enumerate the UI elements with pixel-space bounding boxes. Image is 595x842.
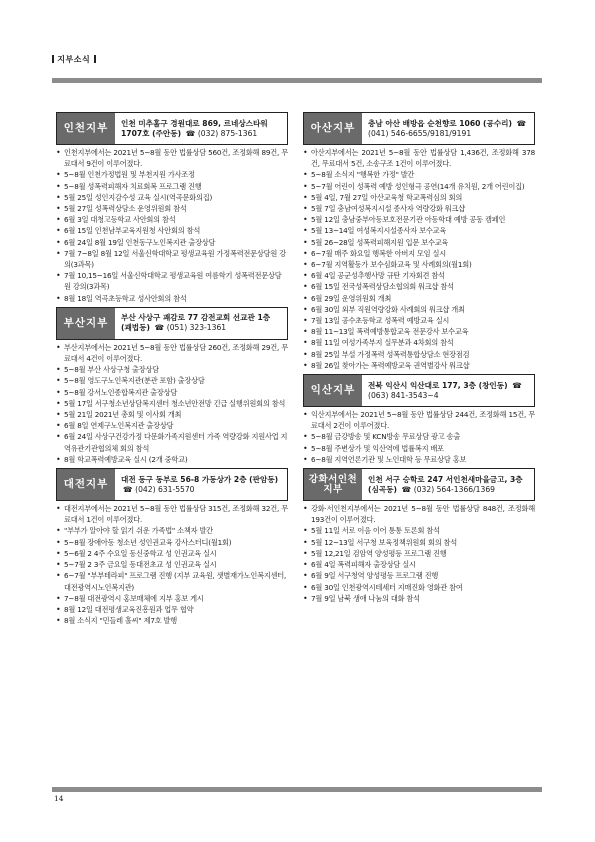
list-item: • 6월 24일 8월 19일 인천동구노인복지관 출장상담 xyxy=(56,237,288,248)
phone-icon: ☎ xyxy=(154,323,165,333)
list-item: • 5~8월 소식지 "행복한 가정" 발간 xyxy=(303,169,535,180)
section-title: 지부소식 xyxy=(57,55,91,64)
list-item: • 5월 7일 충남여성복지시설 종사자 역량강화 워크샵 xyxy=(303,203,535,214)
list-item: • 6월 9일 서구청역 양성평등 프로그램 진행 xyxy=(303,570,535,581)
list-item: • 5~8월 인천가정법원 및 부천지원 가사조정 xyxy=(56,169,288,180)
branch-address xyxy=(362,469,534,500)
phone-icon: ☎ xyxy=(512,380,522,390)
branch-address xyxy=(362,375,534,406)
list-item: • 6월 24일 사상구건강가정 다문화가족지원센터 가족 역량강화 지원사업 지역유관기관협의체 회의 참석 xyxy=(56,431,288,453)
branch-badge: 대전지부 xyxy=(57,469,115,500)
activity-list xyxy=(303,147,535,371)
branch-header xyxy=(303,374,535,407)
phone-number: (032) 875-1361 xyxy=(197,128,258,138)
list-item: • 5월 25일 성인지감수성 교육 실시(역곡문화의집) xyxy=(56,192,288,203)
list-item: • 6월 8일 연제구노인복지관 출장상담 xyxy=(56,420,288,431)
list-item: • 아산지부에서는 2021년 5~8월 동안 법률상담 1,436건, 조정화해 378건, 무료대서 5건, 소송구조 1건이 이루어졌다. xyxy=(303,147,535,169)
list-item: • 6월 15일 전국성폭력상담소협의회 워크샵 참석 xyxy=(303,281,535,292)
address-text: 인천 서구 승학로 247 서인천새마을금고, 3층 (심곡동) xyxy=(368,474,523,494)
branch-badge: 인천지부 xyxy=(57,113,115,144)
list-item: • 5월 12~13일 서구청 보육정책위원회 회의 참석 xyxy=(303,537,535,548)
list-item: • 7~8월 대전광역시 홍보매체에 지부 홍보 게시 xyxy=(56,593,288,604)
phone-icon: ☎ xyxy=(123,484,133,494)
address-text: 인천 미추홀구 경원대로 869, 르네상스타워 1707호 (주안동) xyxy=(121,118,268,138)
branch-badge: 강화서인천지부 xyxy=(304,469,362,500)
phone-number: (042) 631-5570 xyxy=(135,484,195,494)
list-item: • 5월 21일 2021년 총회 및 이사회 개최 xyxy=(56,409,288,420)
left-column xyxy=(56,112,288,629)
list-item: • 6~8월 지역언론기관 및 노인대학 등 무료상담 홍보 xyxy=(303,454,535,465)
activity-list xyxy=(303,409,535,465)
list-item: • 5~8월 영도구노인복지관(분관 포함) 출장상담 xyxy=(56,375,288,386)
list-item: • 5월 26~28일 성폭력피해지원 입문 보수교육 xyxy=(303,237,535,248)
phone-number: (032) 564-1366/1369 xyxy=(413,484,496,494)
divider-right xyxy=(94,55,96,63)
list-item: • 8월 11일 여성가족부지 실무분과 4차회의 참석 xyxy=(303,337,535,348)
branch-incheon xyxy=(56,112,288,304)
right-column xyxy=(303,112,535,607)
branch-daejeon xyxy=(56,468,288,626)
list-item: • 5~8월 성폭력피해자 치료회복 프로그램 진행 xyxy=(56,181,288,192)
list-item: • 6~7월 지역활동가 보수심화교육 및 사례회의(월1회) xyxy=(303,259,535,270)
activity-list xyxy=(56,342,288,465)
page-number: 14 xyxy=(54,794,64,803)
branch-asan xyxy=(303,112,535,371)
branch-badge: 아산지부 xyxy=(304,113,362,144)
divider-left xyxy=(52,55,54,63)
list-item: • 5월 12,21일 검암역 양성평등 프로그램 진행 xyxy=(303,548,535,559)
branch-address xyxy=(115,113,287,144)
list-item: • 8월 26일 찾아가는 폭력예방교육 권역별강사 워크샵 xyxy=(303,360,535,371)
list-item: • 6월 4일 공군성추행사망 규탄 기자회견 참석 xyxy=(303,270,535,281)
branch-address xyxy=(115,469,287,500)
top-rule xyxy=(52,78,542,83)
list-item: • 7월 9일 남북 생애 나눔의 대화 참석 xyxy=(303,593,535,604)
list-item: • 부산지부에서는 2021년 5~8월 동안 법률상담 260건, 조정화해 29건, 무료대서 4건이 이루어졌다. xyxy=(56,342,288,364)
list-item: • 6~7월 "부부테라피" 프로그램 진행 (지부 교육원, 샛별재가노인복지센터, 대전광역시노인복지관) xyxy=(56,570,288,592)
branch-header xyxy=(56,307,288,340)
branch-busan xyxy=(56,307,288,465)
phone-icon: ☎ xyxy=(516,118,527,128)
list-item: • 6~7월 매주 화요일 행복한 아버지 모임 실시 xyxy=(303,248,535,259)
list-item: • 5~8월 주변상가 및 익산역에 법률복지 배포 xyxy=(303,443,535,454)
phone-icon: ☎ xyxy=(185,128,196,138)
list-item: • 5월 27일 성폭력상담소 운영위원회 참석 xyxy=(56,203,288,214)
list-item: • 6월 29일 운영위원회 개최 xyxy=(303,293,535,304)
phone-number: (063) 841-3543~4 xyxy=(368,390,439,400)
list-item: • 7월 10,15~16일 서울신학대학교 평생교육원 여름학기 성폭력전문상담원 강의(3과목) xyxy=(56,270,288,292)
activity-list xyxy=(303,503,535,604)
branch-header xyxy=(303,468,535,501)
list-item: • 7월 7~8일 8월 12일 서울신학대학교 평생교육원 가정폭력전문상담원 강의(3과목) xyxy=(56,248,288,270)
list-item: • 5월 11일 서로 이음 이어 통통 토론회 참석 xyxy=(303,525,535,536)
phone-number: (041) 546-6655/9181/9191 xyxy=(368,128,472,138)
branch-header xyxy=(56,468,288,501)
list-item: • 8월 25일 부설 가정폭력 성폭력통합상담소 현장점검 xyxy=(303,349,535,360)
list-item: • 6월 30일 인천광역시테세터 지매진화 영화관 참여 xyxy=(303,582,535,593)
list-item: • 대전지부에서는 2021년 5~8월 동안 법률상담 315건, 조정화해 32건, 무료대서 1건이 이루어졌다. xyxy=(56,503,288,525)
list-item: • 5~8월 부산 사상구청 출장상담 xyxy=(56,364,288,375)
list-item: • 5~7월 2 3주 금요일 동대전초교 성 인권교육 실시 xyxy=(56,559,288,570)
list-item: • 8월 18일 역곡초등학교 성사안회의 참석 xyxy=(56,293,288,304)
branch-iksan xyxy=(303,374,535,465)
section-label xyxy=(52,54,96,65)
address-text: 대전 동구 동부로 56-8 가동상가 2층 (판암동) xyxy=(121,474,279,484)
address-text: 충남 아산 배방읍 순천향로 1060 (공수리) xyxy=(368,118,512,128)
branch-header xyxy=(56,112,288,145)
list-item: • 5월 17일 서구청소년상담복지센터 청소년안전망 긴급 실행위원회의 참석 xyxy=(56,398,288,409)
list-item: • 익산지부에서는 2021년 5~8월 동안 법률상담 244건, 조정화해 15건, 무료대서 2건이 이루어졌다. xyxy=(303,409,535,431)
list-item: • 6월 3일 대청고등학교 사안회의 참석 xyxy=(56,214,288,225)
list-item: • 강화·서인천지부에서는 2021년 5~8월 동안 법률상담 848건, 조정화해 193건이 이루어졌다. xyxy=(303,503,535,525)
activity-list xyxy=(56,503,288,626)
list-item: • 5~8월 금강방송 및 KCN방송 무료상담 광고 송출 xyxy=(303,431,535,442)
activity-list xyxy=(56,147,288,304)
list-item: • 5월 12일 충남중부아동보호전문기관 아동학대 예방 공동 캠페인 xyxy=(303,214,535,225)
address-text: 부산 사상구 괘감로 77 감전교회 선교관 1층 (괘법동) xyxy=(121,313,271,333)
list-item: • 5~8월 강서노인종합복지관 출장상담 xyxy=(56,387,288,398)
list-item: • 8월 학교폭력예방교육 실시 (2개 중학교) xyxy=(56,454,288,465)
list-item: • 5월 13~14일 여성복지시설종사자 보수교육 xyxy=(303,225,535,236)
list-item: • 8월 소식지 "민들레 홀씨" 제7호 발행 xyxy=(56,615,288,626)
phone-icon: ☎ xyxy=(401,484,412,494)
branch-badge: 익산지부 xyxy=(304,375,362,406)
list-item: • 5월 4일, 7월 27일 아산교육청 학교폭력심의 회의 xyxy=(303,192,535,203)
list-item: • 8월 11~13일 폭력예방통합교육 전문강사 보수교육 xyxy=(303,326,535,337)
branch-ganghwa-seoincheon xyxy=(303,468,535,604)
list-item: • 5~7월 어린이 성폭력 예방 성인형극 공연(14개 유치원, 2개 어린이집) xyxy=(303,181,535,192)
bottom-rule xyxy=(52,787,542,792)
branch-address xyxy=(362,113,534,144)
address-text: 전북 익산시 익산대로 177, 3층 (창인동) xyxy=(368,380,508,390)
list-item: • 6월 4일 폭력피해자 출장상담 실시 xyxy=(303,559,535,570)
list-item: • 인천지부에서는 2021년 5~8월 동안 법률상담 560건, 조정화해 89건, 무료대서 9건이 이루어졌다. xyxy=(56,147,288,169)
list-item: • 7월 13일 공수초등학교 성폭력 예방교육 실시 xyxy=(303,315,535,326)
branch-header xyxy=(303,112,535,145)
phone-number: (051) 323-1361 xyxy=(166,323,227,333)
list-item: • 5~8월 장애아동 청소년 성인권교육 강사스터디(월1회) xyxy=(56,537,288,548)
list-item: • 5~6월 2 4주 수요일 동신중학교 성 인권교육 실시 xyxy=(56,548,288,559)
list-item: • 8월 12일 대전평생교육진흥원과 업무 협약 xyxy=(56,604,288,615)
branch-badge: 부산지부 xyxy=(57,308,115,339)
list-item: • "부부가 알아야 할 읽기 쉬운 가족법" 소책자 발간 xyxy=(56,525,288,536)
branch-address xyxy=(115,308,287,339)
list-item: • 6월 30일 외부 직원역량강화 사례회의 워크샵 개최 xyxy=(303,304,535,315)
list-item: • 6월 15일 인천남부교육지원청 사안회의 참석 xyxy=(56,225,288,236)
